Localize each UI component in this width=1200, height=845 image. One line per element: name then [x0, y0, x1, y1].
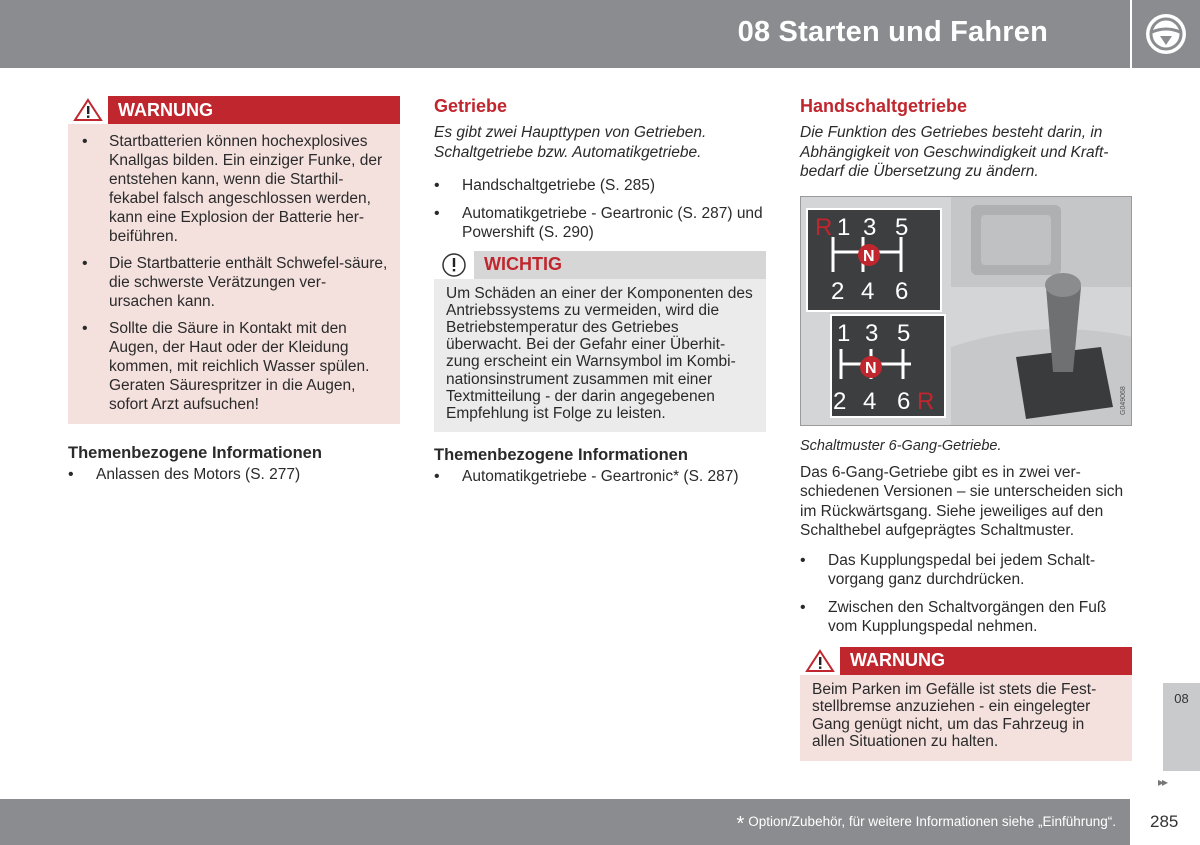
body-paragraph: Das 6-Gang-Getriebe gibt es in zwei ver-schiedenen Versionen – sie unterscheiden sich im Rückwärtsgang. Siehe jeweiliges auf den Schalthebel aufgeprägtes Schaltmuster. — [800, 463, 1124, 539]
top-gear-6: 6 — [895, 277, 909, 305]
bottom-gear-5: 5 — [897, 319, 911, 347]
warning-label: WARNUNG — [850, 650, 945, 670]
important-header — [434, 251, 766, 279]
section-title: Getriebe — [434, 96, 508, 116]
gearshift-figure — [800, 196, 1132, 426]
top-reverse: R — [815, 213, 833, 241]
warning-triangle-icon — [800, 647, 840, 675]
footer-asterisk: * — [736, 813, 745, 835]
warning-item: • Startbatterien können hochexplosives Knallgas bilden. Ein einziger Funke, der entstehen kann, wenn die Starthil-fekabel falsch angeschlossen werden, kann eine Explosion der Batterie her-beiführen. — [80, 132, 388, 246]
instruction-item: • Das Kupplungspedal bei jedem Schalt-vorgang ganz durchdrücken. — [800, 551, 1132, 590]
column-left — [68, 96, 400, 493]
link-item[interactable]: • Automatikgetriebe - Geartronic (S. 287) und Powershift (S. 290) — [434, 204, 766, 243]
warning-triangle-icon — [68, 96, 108, 124]
chapter-title: 08 Starten und Fahren — [737, 16, 1048, 48]
bottom-gear-2: 2 — [833, 387, 847, 415]
bottom-gear-4: 4 — [863, 387, 877, 415]
gearshift-illustration — [801, 197, 1132, 426]
chapter-tab[interactable] — [1163, 683, 1200, 771]
top-gear-4: 4 — [861, 277, 875, 305]
page-footer — [0, 799, 1130, 845]
top-gear-1: 1 — [837, 213, 851, 241]
related-link[interactable]: • Automatikgetriebe - Geartronic* (S. 287) — [434, 467, 766, 487]
warning-header — [68, 96, 400, 124]
top-gear-3: 3 — [863, 213, 877, 241]
footer-note-text: Option/Zubehör, für weitere Informationen siehe „Einführung“. — [748, 814, 1116, 829]
section-title: Handschaltgetriebe — [800, 96, 968, 116]
column-right — [800, 96, 1132, 761]
related-link[interactable]: • Anlassen des Motors (S. 277) — [68, 465, 400, 485]
section-lead: Die Funktion des Getriebes besteht darin, in Abhängigkeit von Geschwindigkeit und Kraft-bedarf die Übersetzung zu ändern. — [800, 124, 1109, 180]
figure-code: G049068 — [1120, 385, 1127, 415]
instruction-item: • Zwischen den Schaltvorgängen den Fuß vom Kupplungspedal nehmen. — [800, 598, 1132, 637]
warning-body — [68, 124, 400, 424]
bottom-gear-1: 1 — [837, 319, 851, 347]
important-icon — [434, 251, 474, 279]
top-neutral: N — [863, 247, 875, 265]
next-page-arrows-icon: ▸▸ — [1158, 775, 1167, 789]
warning-header — [800, 647, 1132, 675]
page-number: 285 — [1150, 812, 1179, 831]
bottom-gear-6: 6 — [897, 387, 911, 415]
figure-caption: Schaltmuster 6-Gang-Getriebe. — [800, 437, 1002, 454]
warning-item: • Sollte die Säure in Kontakt mit den Augen, der Haut oder der Kleidung kommen, mit reichlich Wasser spülen. Geraten Säurespritzer in die Augen, sofort Arzt aufsuchen! — [80, 319, 388, 414]
chapter-tab-label: 08 — [1174, 691, 1189, 706]
warning-label: WARNUNG — [118, 99, 213, 120]
bottom-neutral: N — [865, 359, 877, 377]
top-gear-5: 5 — [895, 213, 909, 241]
column-middle — [434, 96, 766, 495]
important-body: Um Schäden an einer der Komponenten des Antriebssystems zu vermeiden, wird die Betriebstemperatur des Getriebes überwacht. Bei der Gefahr einer Überhit-zung erscheint ein Warnsymbol im Kombi-nationsinstrument zusammen mit einer Textmitteilung - der darin angegebenen Empfehlung ist Folge zu leisten. — [434, 279, 766, 433]
warning-body: Beim Parken im Gefälle ist stets die Fest-stellbremse anzuziehen - ein eingelegter Gang genügt nicht, um das Fahrzeug in allen Situationen zu halten. — [800, 675, 1132, 761]
section-lead: Es gibt zwei Haupttypen von Getrieben. Schaltgetriebe bzw. Automatikgetriebe. — [434, 124, 707, 161]
related-heading: Themenbezogene Informationen — [434, 446, 688, 465]
link-item[interactable]: • Handschaltgetriebe (S. 285) — [434, 176, 766, 196]
footer-note — [736, 813, 1116, 836]
chapter-icon-box — [1132, 0, 1200, 68]
page-header — [0, 0, 1130, 68]
steering-wheel-icon — [1144, 12, 1188, 56]
related-heading: Themenbezogene Informationen — [68, 444, 322, 462]
warning-item: • Die Startbatterie enthält Schwefel-säure, die schwerste Verätzungen ver-ursachen kann. — [80, 254, 388, 311]
bottom-gear-3: 3 — [865, 319, 879, 347]
important-label: WICHTIG — [484, 254, 562, 274]
bottom-reverse: R — [917, 387, 935, 415]
top-gear-2: 2 — [831, 277, 845, 305]
